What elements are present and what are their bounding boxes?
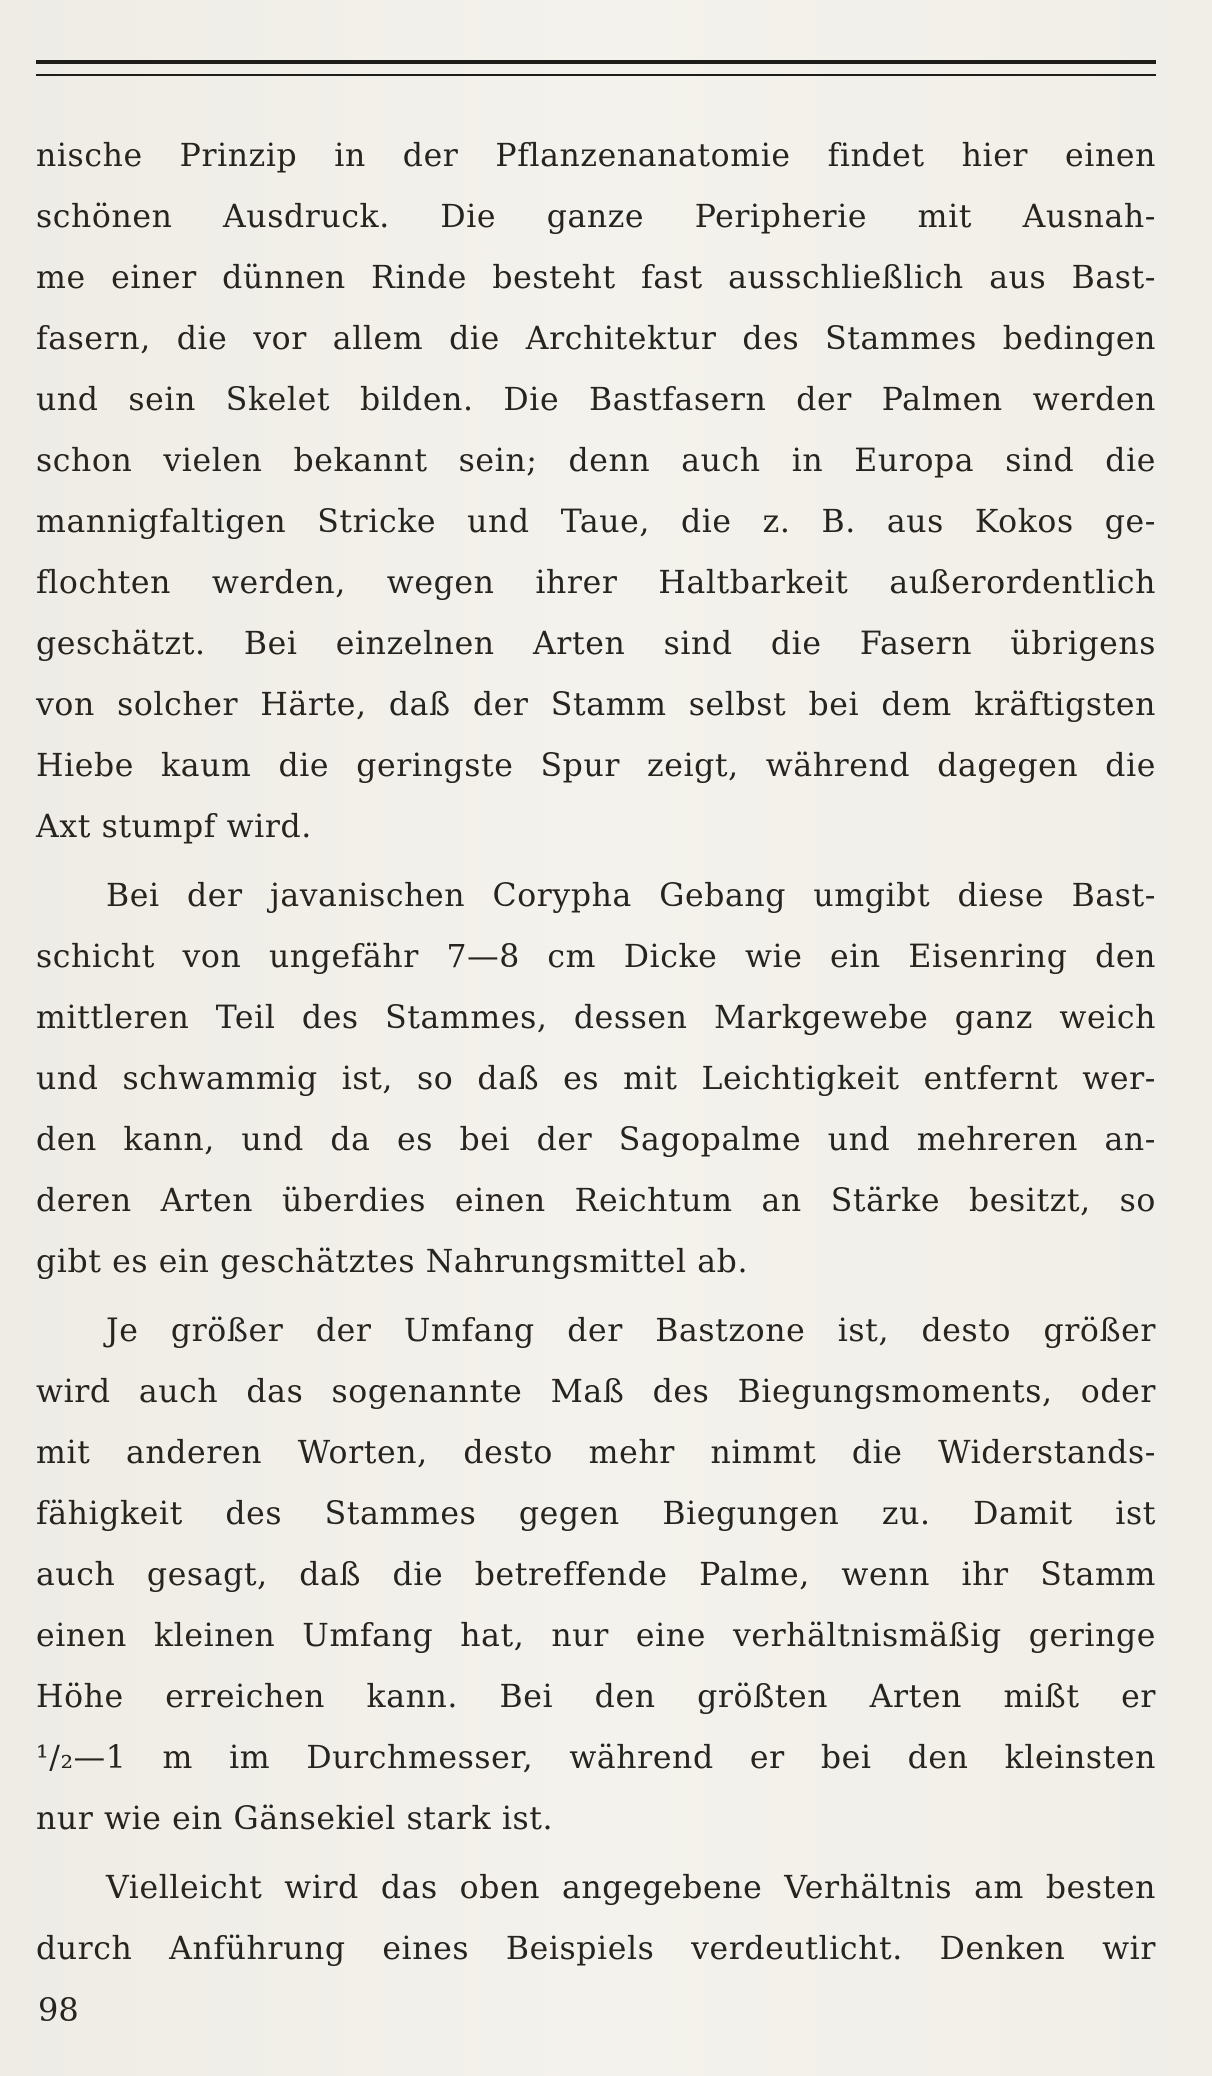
- text-line: und sein Skelet bilden. Die Bastfasern der Palmen werden: [36, 382, 1156, 418]
- text-line: auch gesagt, daß die betreffende Palme, wenn ihr Stamm: [36, 1557, 1156, 1593]
- body-text: [36, 126, 1156, 1980]
- text-line: Höhe erreichen kann. Bei den größten Arten mißt er: [36, 1679, 1156, 1715]
- header-rule-thin: [36, 74, 1156, 76]
- text-line: durch Anführung eines Beispiels verdeutlicht. Denken wir: [36, 1931, 1156, 1967]
- text-line: einen kleinen Umfang hat, nur eine verhältnismäßig geringe: [36, 1618, 1156, 1654]
- page-number: 98: [38, 1991, 79, 2029]
- paragraph-4: [36, 1858, 1156, 1980]
- paragraph-1: [36, 126, 1156, 858]
- text-line: fähigkeit des Stammes gegen Biegungen zu. Damit ist: [36, 1496, 1156, 1532]
- text-line: ¹/₂—1 m im Durchmesser, während er bei den kleinsten: [36, 1740, 1156, 1776]
- text-line: gibt es ein geschätztes Nahrungsmittel ab.: [36, 1244, 749, 1280]
- text-line: flochten werden, wegen ihrer Haltbarkeit außerordentlich: [36, 565, 1156, 601]
- text-line: und schwammig ist, so daß es mit Leichtigkeit entfernt wer-: [36, 1061, 1156, 1097]
- text-line: schon vielen bekannt sein; denn auch in Europa sind die: [36, 443, 1156, 479]
- text-line: nische Prinzip in der Pflanzenanatomie findet hier einen: [36, 138, 1156, 174]
- text-line: von solcher Härte, daß der Stamm selbst bei dem kräftigsten: [36, 687, 1156, 723]
- text-line: nur wie ein Gänsekiel stark ist.: [36, 1801, 554, 1837]
- paragraph-2: [36, 866, 1156, 1293]
- header-rule-thick: [36, 60, 1156, 64]
- text-line: wird auch das sogenannte Maß des Biegungsmoments, oder: [36, 1374, 1156, 1410]
- text-line: mannigfaltigen Stricke und Taue, die z. B. aus Kokos ge-: [36, 504, 1156, 540]
- text-line: schicht von ungefähr 7—8 cm Dicke wie ein Eisenring den: [36, 939, 1156, 975]
- text-line: den kann, und da es bei der Sagopalme und mehreren an-: [36, 1122, 1156, 1158]
- text-line: Hiebe kaum die geringste Spur zeigt, während dagegen die: [36, 748, 1156, 784]
- text-line: geschätzt. Bei einzelnen Arten sind die Fasern übrigens: [36, 626, 1156, 662]
- text-line: me einer dünnen Rinde besteht fast ausschließlich aus Bast-: [36, 260, 1156, 296]
- text-line: Axt stumpf wird.: [36, 809, 312, 845]
- text-line: Vielleicht wird das oben angegebene Verhältnis am besten: [106, 1870, 1156, 1906]
- text-line: Bei der javanischen Corypha Gebang umgibt diese Bast-: [106, 878, 1156, 914]
- text-line: deren Arten überdies einen Reichtum an Stärke besitzt, so: [36, 1183, 1156, 1219]
- text-line: fasern, die vor allem die Architektur des Stammes bedingen: [36, 321, 1156, 357]
- paragraph-3: [36, 1301, 1156, 1850]
- text-line: schönen Ausdruck. Die ganze Peripherie mit Ausnah-: [36, 199, 1156, 235]
- text-line: mittleren Teil des Stammes, dessen Markgewebe ganz weich: [36, 1000, 1156, 1036]
- text-line: mit anderen Worten, desto mehr nimmt die Widerstands-: [36, 1435, 1156, 1471]
- text-line: Je größer der Umfang der Bastzone ist, desto größer: [106, 1313, 1156, 1349]
